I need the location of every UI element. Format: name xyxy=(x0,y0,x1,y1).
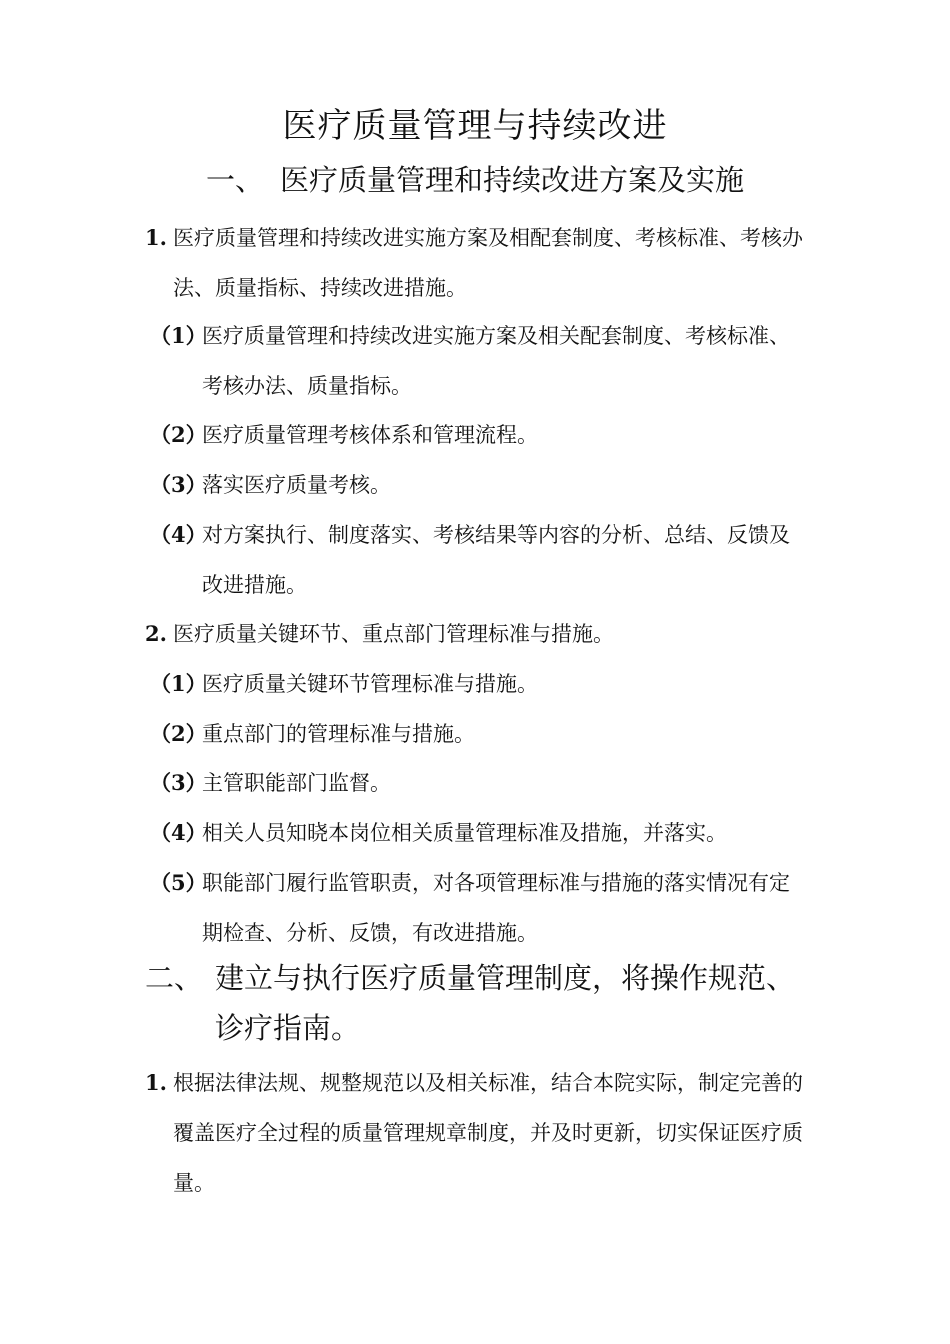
item-number: （5） xyxy=(150,870,207,895)
list-item xyxy=(150,858,810,958)
item-number: （1） xyxy=(150,671,207,696)
list-item xyxy=(145,213,810,313)
item-number: （3） xyxy=(150,770,207,795)
list-item xyxy=(150,311,810,411)
list-item xyxy=(145,609,810,659)
list-item xyxy=(150,709,810,759)
item-text: 重点部门的管理标准与措施。 xyxy=(202,722,475,746)
item-number: （4） xyxy=(150,820,207,845)
item-text: 相关人员知晓本岗位相关质量管理标准及措施，并落实。 xyxy=(202,821,727,845)
item-text: 医疗质量管理和持续改进实施方案及相配套制度、考核标准、考核办法、质量指标、持续改进措施。 xyxy=(173,226,803,300)
list-item xyxy=(150,460,810,510)
item-text: 医疗质量关键环节管理标准与措施。 xyxy=(202,672,538,696)
item-number: （2） xyxy=(150,721,207,746)
list-item xyxy=(150,758,810,808)
item-number: （3） xyxy=(150,472,207,497)
list-item xyxy=(145,1058,810,1208)
item-text: 落实医疗质量考核。 xyxy=(202,473,391,497)
section-number: 一、 xyxy=(206,163,265,197)
document-title: 医疗质量管理与持续改进 xyxy=(282,106,668,146)
item-number: 2. xyxy=(145,621,167,646)
item-number: 1. xyxy=(145,225,167,250)
item-text: 对方案执行、制度落实、考核结果等内容的分析、总结、反馈及改进措施。 xyxy=(202,523,790,597)
item-number: （1） xyxy=(150,323,207,348)
item-text: 医疗质量管理考核体系和管理流程。 xyxy=(202,423,538,447)
item-text: 医疗质量管理和持续改进实施方案及相关配套制度、考核标准、考核办法、质量指标。 xyxy=(202,324,790,398)
section-2-heading xyxy=(145,953,815,1053)
item-number: （4） xyxy=(150,522,207,547)
list-item xyxy=(150,510,810,610)
list-item xyxy=(150,410,810,460)
list-item xyxy=(150,808,810,858)
section-number: 二、 xyxy=(145,961,204,995)
section-heading-text: 医疗质量管理和持续改进方案及实施 xyxy=(280,163,745,197)
item-text: 职能部门履行监管职责，对各项管理标准与措施的落实情况有定期检查、分析、反馈，有改进措施。 xyxy=(202,871,790,945)
item-text: 医疗质量关键环节、重点部门管理标准与措施。 xyxy=(173,622,614,646)
section-1-heading xyxy=(206,158,744,202)
item-text: 主管职能部门监督。 xyxy=(202,771,391,795)
item-number: （2） xyxy=(150,422,207,447)
item-number: 1. xyxy=(145,1070,167,1095)
item-text: 根据法律法规、规整规范以及相关标准，结合本院实际，制定完善的覆盖医疗全过程的质量管理规章制度，并及时更新，切实保证医疗质量。 xyxy=(173,1071,803,1195)
section-heading-text: 建立与执行医疗质量管理制度，将操作规范、诊疗指南。 xyxy=(215,961,796,1045)
list-item xyxy=(150,659,810,709)
